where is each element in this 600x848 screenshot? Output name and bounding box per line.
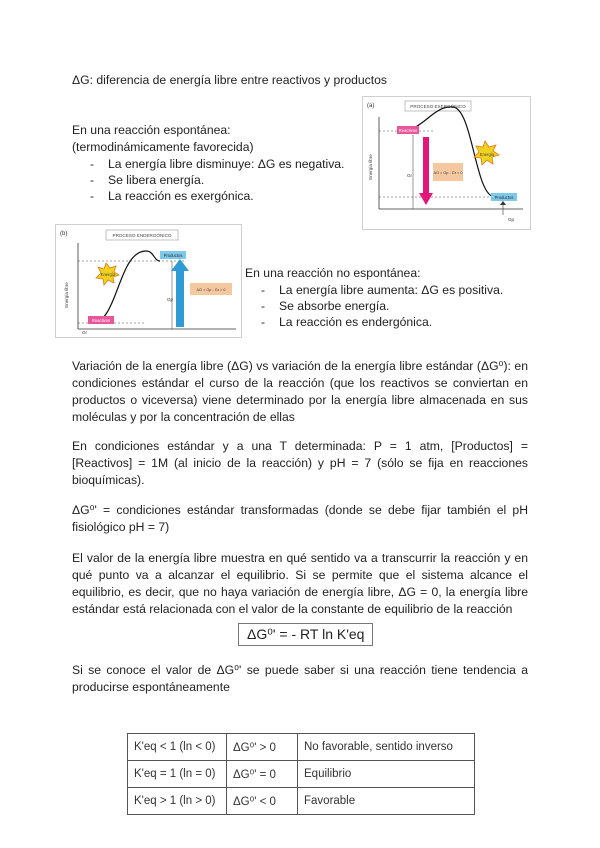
energy-label: Energía — [100, 272, 116, 277]
delta-box-label: ΔG = Gp - Gr < 0 — [433, 171, 463, 175]
spontaneous-subtitle: (termodinámicamente favorecida) — [72, 140, 254, 154]
paragraph-standard: En condiciones estándar y a una T determinada: P = 1 atm, [Productos] = [Reactivos] = 1M (al inicio de la reacción) y pH = 7 (sólo se fija en reacciones bioquímicas). — [72, 439, 528, 487]
paragraph-variation: Variación de la energía libre (ΔG) vs variación de la energía libre estándar (ΔG⁰): en condiciones estándar el curso de la reacción (que los reactivos se conviertan en productos o viceversa) viene determinado por la energía libre almacenada en sus moléculas y por la concentración de ellas — [72, 359, 528, 424]
table-cell: ΔG⁰' = 0 — [227, 761, 298, 788]
nonspontaneous-section — [245, 265, 545, 330]
table-cell: K'eq > 1 (ln > 0) — [128, 788, 227, 815]
list-item: - La reacción es endergónica. — [259, 314, 545, 330]
equilibrium-formula: ΔG⁰' = - RT ln K'eq — [238, 623, 373, 646]
table-cell: ΔG⁰' > 0 — [227, 734, 298, 761]
nonspontaneous-title: En una reacción no espontánea: — [245, 266, 421, 280]
spontaneous-section — [72, 122, 362, 204]
table-cell: No favorable, sentido inverso — [298, 734, 475, 761]
delta-arrow-shaft — [423, 137, 429, 195]
table-cell: K'eq = 1 (ln = 0) — [128, 761, 227, 788]
table-cell: ΔG⁰' < 0 — [227, 788, 298, 815]
list-item: - La energía libre disminuye: ΔG es negativa. — [88, 156, 362, 172]
list-item: - Se libera energía. — [88, 172, 362, 188]
gp-label: Gp — [508, 217, 515, 222]
table-cell: Equilibrio — [298, 761, 475, 788]
axis-label: Energía libre — [64, 282, 69, 308]
list-item: - La reacción es exergónica. — [88, 188, 362, 204]
delta-arrow-shaft — [176, 269, 184, 327]
delta-arrow-head — [171, 259, 189, 271]
table-row — [128, 734, 475, 761]
products-label: Productos — [494, 195, 514, 200]
panel-label: (a) — [367, 103, 375, 109]
delta-box-label: ΔG = Gp - Gr > 0 — [196, 288, 226, 292]
gr-label: Gr — [82, 330, 87, 335]
list-item: - La energía libre aumenta: ΔG es positiva. — [259, 282, 545, 298]
table-cell: Favorable — [298, 788, 475, 815]
intro-line: ΔG: diferencia de energía libre entre reactivos y productos — [72, 73, 388, 87]
paragraph-transformed: ΔG⁰' = condiciones estándar transformadas (donde se debe fijar también el pH fisiológico pH = 7) — [72, 503, 528, 534]
energy-label: Energía — [479, 152, 495, 157]
energy-curve — [92, 251, 160, 323]
table-row — [128, 788, 475, 815]
panel-label: (b) — [60, 231, 68, 237]
gp-arrow — [500, 201, 506, 205]
table-row — [128, 761, 475, 788]
gp-label: Gp — [167, 297, 174, 302]
keq-table — [127, 733, 475, 815]
table-cell: K'eq < 1 (ln < 0) — [128, 734, 227, 761]
delta-arrow-head — [419, 193, 433, 205]
paragraph-equilibrium: El valor de la energía libre muestra en qué sentido va a transcurrir la reacción y en qué punto va a alcanzar el equilibrio. Si se permite que el sistema alcance el equilibrio, es decir, que no haya variación de energía libre, ΔG = 0, la energía libre estándar está relacionada con el valor de la constante de equilibrio de la reacción — [72, 551, 528, 616]
paragraph-tendency: Si se conoce el valor de ΔG⁰' se puede saber si una reacción tiene tendencia a producirse espontáneamente — [72, 663, 528, 694]
figure-title: PROCESO EXERGÓNICO — [410, 104, 466, 109]
list-item: - Se absorbe energía. — [259, 298, 545, 314]
figure-title: PROCESO ENDERGÓNICO — [112, 233, 172, 238]
products-label: Productos — [163, 253, 183, 258]
endergonic-figure — [55, 224, 242, 338]
exergonic-figure — [362, 96, 531, 230]
reactants-label: Reactivos — [398, 128, 418, 133]
reactants-label: Reactivos — [91, 318, 111, 323]
spontaneous-title: En una reacción espontánea: — [72, 123, 231, 137]
gr-label: Gr — [407, 173, 412, 178]
axis-label: Energía libre — [368, 154, 373, 180]
